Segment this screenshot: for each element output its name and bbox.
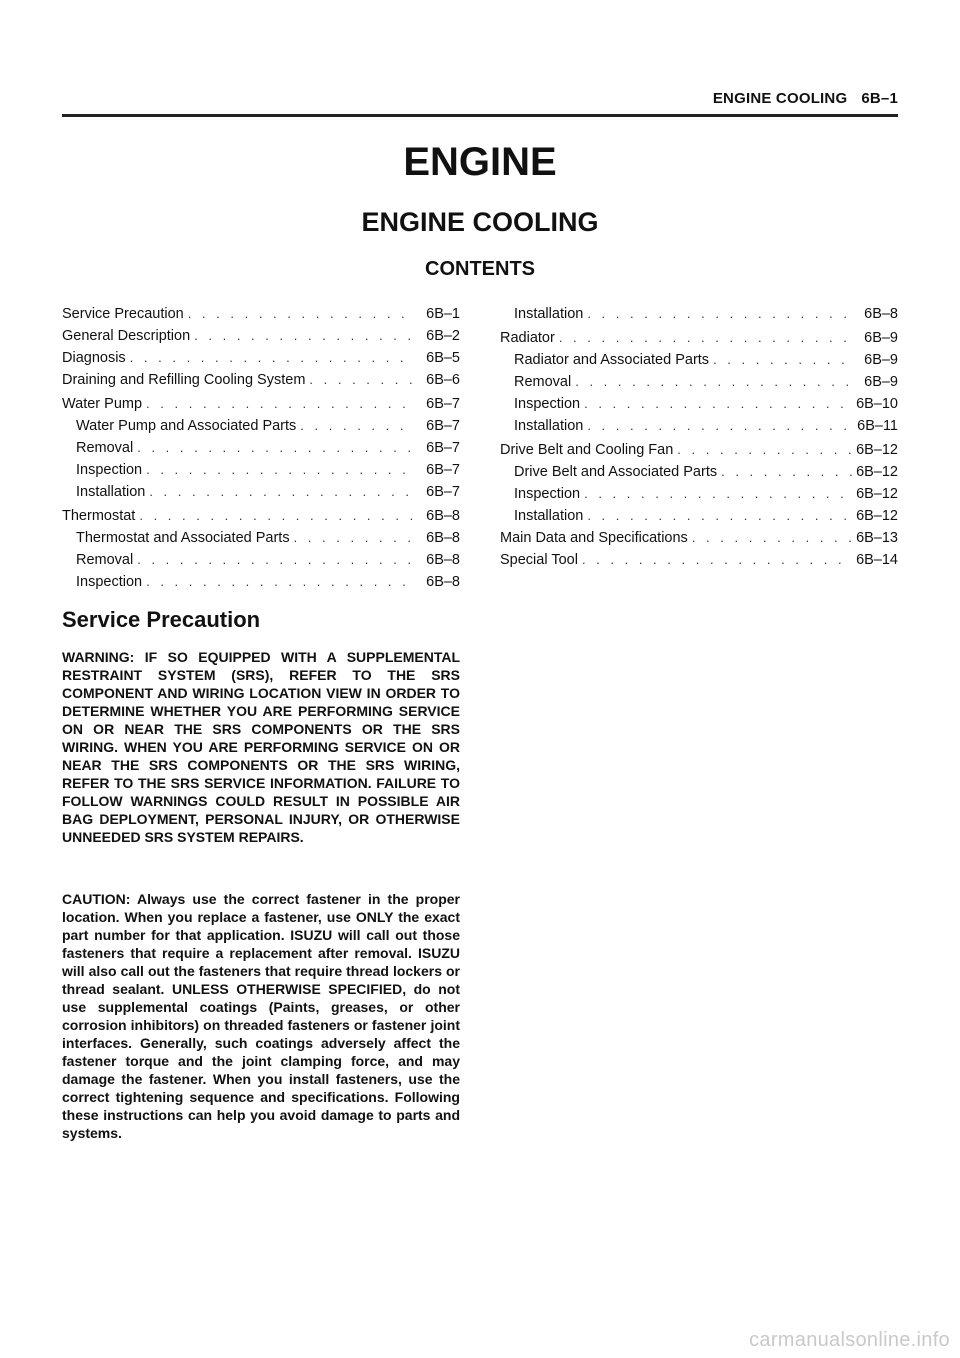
toc-entry[interactable] (500, 439, 898, 461)
toc-entry-label: Radiator and Associated Parts (514, 352, 710, 368)
toc-entry-page: 6B–7 (426, 462, 460, 478)
toc-left-column (62, 303, 460, 593)
header-text (713, 90, 898, 107)
toc-entry-label: Water Pump and Associated Parts (76, 418, 297, 434)
toc-entry-label: Drive Belt and Associated Parts (514, 464, 718, 480)
toc-entry-page: 6B–2 (426, 328, 460, 344)
toc-entry-page: 6B–7 (426, 484, 460, 500)
toc-right-column (500, 303, 898, 571)
toc-entry[interactable] (62, 505, 460, 527)
toc-subentry[interactable] (62, 459, 460, 481)
toc-leader-dots (309, 369, 414, 391)
toc-leader-dots (137, 549, 414, 571)
toc-subentry[interactable] (500, 371, 898, 393)
toc-subentry[interactable] (500, 415, 898, 437)
toc-entry-label: Inspection (76, 462, 143, 478)
toc-entry-label: Removal (76, 552, 134, 568)
watermark-text: carmanualsonline.info (749, 1329, 950, 1351)
toc-entry-label: Water Pump (62, 396, 143, 412)
toc-leader-dots (146, 459, 414, 481)
toc-subentry[interactable] (62, 527, 460, 549)
toc-entry-label: Service Precaution (62, 306, 184, 322)
header-page-number: 6B–1 (861, 90, 898, 107)
page-header (62, 88, 898, 117)
toc-leader-dots (677, 439, 852, 461)
toc-leader-dots (584, 393, 852, 415)
toc-entry-label: Removal (514, 374, 572, 390)
toc-leader-dots (587, 303, 852, 325)
toc-leader-dots (575, 371, 852, 393)
toc-leader-dots (130, 347, 414, 369)
toc-entry-label: Radiator (500, 330, 555, 346)
toc-leader-dots (721, 461, 852, 483)
toc-subentry[interactable] (500, 483, 898, 505)
toc-entry[interactable] (500, 527, 898, 549)
contents-heading: CONTENTS (425, 258, 535, 280)
toc-leader-dots (713, 349, 852, 371)
toc-entry-page: 6B–6 (426, 372, 460, 388)
toc-leader-dots (149, 481, 414, 503)
toc-subentry[interactable] (62, 549, 460, 571)
toc-entry-page: 6B–12 (856, 464, 898, 480)
toc-leader-dots (587, 505, 852, 527)
toc-leader-dots (587, 415, 852, 437)
toc-entry-page: 6B–7 (426, 418, 460, 434)
toc-subentry[interactable] (62, 415, 460, 437)
toc-entry[interactable] (62, 369, 460, 391)
toc-entry-label: Thermostat and Associated Parts (76, 530, 290, 546)
toc-entry-page: 6B–12 (856, 486, 898, 502)
toc-subentry[interactable] (500, 461, 898, 483)
toc-leader-dots (692, 527, 852, 549)
toc-leader-dots (294, 527, 414, 549)
toc-entry-page: 6B–8 (426, 552, 460, 568)
toc-entry-label: Special Tool (500, 552, 578, 568)
toc-subentry[interactable] (62, 571, 460, 593)
header-title: ENGINE COOLING (712, 90, 848, 107)
toc-entry-label: Drive Belt and Cooling Fan (500, 442, 674, 458)
toc-entry-label: General Description (62, 328, 191, 344)
toc-subentry[interactable] (500, 505, 898, 527)
toc-entry-label: Inspection (514, 486, 581, 502)
toc-entry-page: 6B–14 (856, 552, 898, 568)
toc-entry-page: 6B–12 (856, 442, 898, 458)
caution-paragraph: CAUTION: Always use the correct fastener in the proper location. When you replace a fastener, use ONLY the exact part number for that application. ISUZU will call out those fasteners that require a replacement after removal. ISUZU will also call out the fasteners that require thread lockers or thread sealant. UNLESS OTHERWISE SPECIFIED, do not use supplemental coatings (Paints, greases, or other corrosion inhibitors) on threaded fasteners or fastener joint interfaces. Generally, such coatings adversely affect the fastener torque and the joint clamping force, and may damage the fastener. When you install fasteners, use the correct tightening sequence and specifications. Following these instructions can help you avoid damage to parts and systems. (62, 891, 460, 1141)
toc-entry-label: Installation (514, 306, 584, 322)
toc-entry-label: Inspection (514, 396, 581, 412)
toc-entry-label: Diagnosis (62, 350, 126, 366)
toc-subentry[interactable] (500, 349, 898, 371)
toc-subentry[interactable] (62, 481, 460, 503)
toc-leader-dots (188, 303, 414, 325)
toc-entry-page: 6B–9 (864, 330, 898, 346)
toc-entry-page: 6B–7 (426, 440, 460, 456)
toc-leader-dots (137, 437, 414, 459)
toc-entry-page: 6B–10 (856, 396, 898, 412)
toc-leader-dots (146, 393, 414, 415)
toc-leader-dots (300, 415, 414, 437)
toc-entry-page: 6B–5 (426, 350, 460, 366)
toc-entry[interactable] (62, 393, 460, 415)
toc-entry-label: Inspection (76, 574, 143, 590)
toc-entry-label: Installation (76, 484, 146, 500)
toc-entry-page: 6B–8 (426, 508, 460, 524)
toc-subentry[interactable] (500, 393, 898, 415)
toc-entry-page: 6B–8 (426, 574, 460, 590)
toc-subentry[interactable] (500, 303, 898, 325)
toc-entry-label: Installation (514, 418, 584, 434)
toc-entry-label: Removal (76, 440, 134, 456)
toc-leader-dots (139, 505, 414, 527)
section-heading: Service Precaution (62, 607, 261, 632)
toc-leader-dots (559, 327, 852, 349)
toc-entry[interactable] (62, 347, 460, 369)
toc-entry-label: Installation (514, 508, 584, 524)
chapter-title: ENGINE COOLING (361, 207, 599, 237)
document-title: ENGINE (403, 140, 557, 184)
toc-entry-page: 6B–9 (864, 374, 898, 390)
toc-subentry[interactable] (62, 437, 460, 459)
toc-entry-page: 6B–11 (857, 418, 898, 434)
warning-paragraph: WARNING: IF SO EQUIPPED WITH A SUPPLEMENTAL RESTRAINT SYSTEM (SRS), REFER TO THE SRS COMPONENT AND WIRING LOCATION VIEW IN ORDER TO DETERMINE WHETHER YOU ARE PERFORMING SERVICE ON OR NEAR THE SRS COMPONENTS OR THE SRS WIRING. WHEN YOU ARE PERFORMING SERVICE ON OR NEAR THE SRS COMPONENTS OR THE SRS WIRING, REFER TO THE SRS SERVICE INFORMATION. FAILURE TO FOLLOW WARNINGS COULD RESULT IN POSSIBLE AIR BAG DEPLOYMENT, PERSONAL INJURY, OR OTHERWISE UNNEEDED SRS SYSTEM REPAIRS. (62, 649, 460, 845)
toc-entry-page: 6B–1 (426, 306, 460, 322)
toc-entry-label: Draining and Refilling Cooling System (62, 372, 306, 388)
toc-entry[interactable] (62, 325, 460, 347)
toc-entry-page: 6B–12 (856, 508, 898, 524)
toc-entry-label: Thermostat (62, 508, 136, 524)
toc-entry-page: 6B–8 (864, 306, 898, 322)
toc-entry-page: 6B–7 (426, 396, 460, 412)
toc-entry-page: 6B–8 (426, 530, 460, 546)
toc-leader-dots (582, 549, 852, 571)
toc-entry[interactable] (500, 327, 898, 349)
toc-entry-label: Main Data and Specifications (500, 530, 688, 546)
toc-entry-page: 6B–13 (856, 530, 898, 546)
toc-leader-dots (146, 571, 414, 593)
toc-entry[interactable] (500, 549, 898, 571)
toc-entry[interactable] (62, 303, 460, 325)
toc-leader-dots (584, 483, 852, 505)
toc-leader-dots (194, 325, 414, 347)
toc-entry-page: 6B–9 (864, 352, 898, 368)
